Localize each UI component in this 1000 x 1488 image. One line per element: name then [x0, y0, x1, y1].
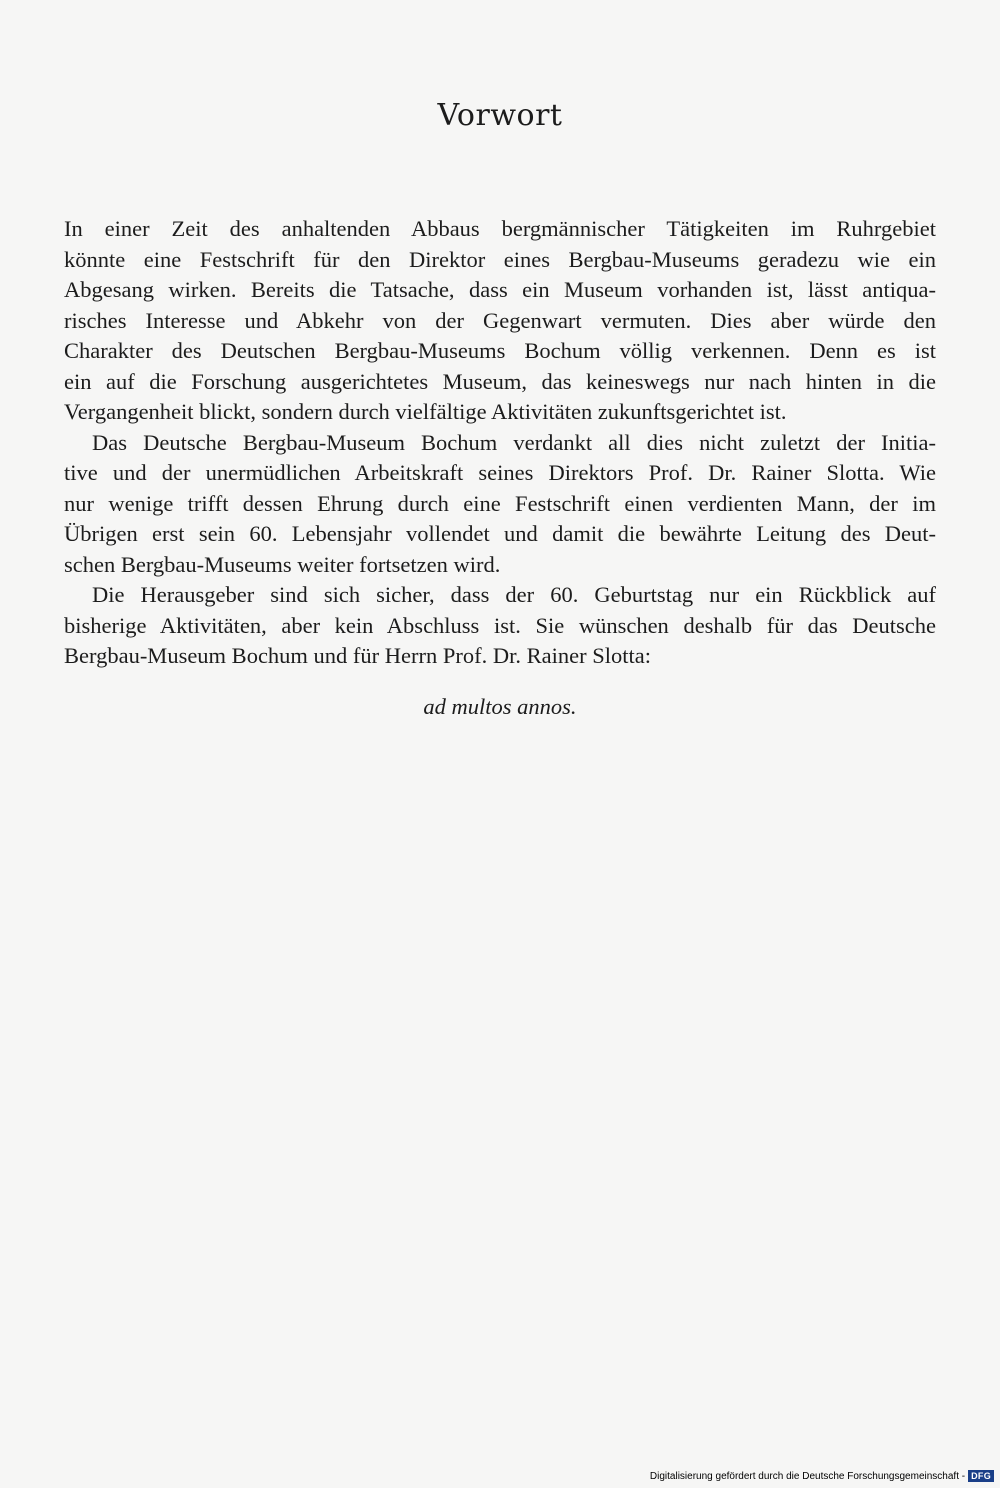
- closing-phrase: ad multos annos.: [423, 694, 577, 719]
- paragraph-2: [64, 428, 936, 581]
- text-line: risches Interesse und Abkehr von der Gegenwart vermuten. Dies aber würde den: [64, 307, 936, 333]
- text-line: Die Herausgeber sind sich sicher, dass der 60. Geburtstag nur ein Rückblick auf: [92, 582, 936, 607]
- text-line: schen Bergbau-Museums weiter fortsetzen wird.: [64, 551, 501, 577]
- text-line: ein auf die Forschung ausgerichtetes Museum, das keineswegs nur nach hinten in die: [64, 368, 936, 394]
- text-line: Das Deutsche Bergbau-Museum Bochum verdankt all dies nicht zuletzt der Initia-: [92, 429, 936, 455]
- text-line: könnte eine Festschrift für den Direktor eines Bergbau-Museums geradezu wie ein: [64, 246, 936, 272]
- text-line: bisherige Aktivitäten, aber kein Abschluss ist. Sie wünschen deshalb für das Deutsche: [64, 612, 936, 638]
- digitization-footer: [650, 1470, 994, 1482]
- text-line: In einer Zeit des anhaltenden Abbaus bergmännischer Tätigkeiten im Ruhrgebiet: [64, 216, 936, 241]
- text-line: Vergangenheit blickt, sondern durch vielfältige Aktivitäten zukunftsgerichtet ist.: [64, 399, 787, 424]
- page-title: Vorwort: [437, 98, 563, 133]
- text-line: Abgesang wirken. Bereits die Tatsache, dass ein Museum vorhanden ist, lässt antiqua-: [64, 277, 936, 302]
- dfg-logo-icon: DFG: [968, 1470, 994, 1482]
- text-line: tive und der unermüdlichen Arbeitskraft seines Direktors Prof. Dr. Rainer Slotta. Wie: [64, 460, 936, 485]
- text-line: Charakter des Deutschen Bergbau-Museums Bochum völlig verkennen. Denn es ist: [64, 338, 936, 363]
- body-text: [64, 214, 936, 672]
- paragraph-3: [64, 580, 936, 672]
- text-line: Bergbau-Museum Bochum und für Herrn Prof. Dr. Rainer Slotta:: [64, 643, 651, 668]
- footer-text: Digitalisierung gefördert durch die Deutsche Forschungsgemeinschaft -: [649, 1470, 966, 1482]
- paragraph-1: [64, 214, 936, 428]
- text-line: Übrigen erst sein 60. Lebensjahr vollendet und damit die bewährte Leitung des Deut-: [64, 521, 936, 546]
- text-line: nur wenige trifft dessen Ehrung durch eine Festschrift einen verdienten Mann, der im: [64, 490, 936, 516]
